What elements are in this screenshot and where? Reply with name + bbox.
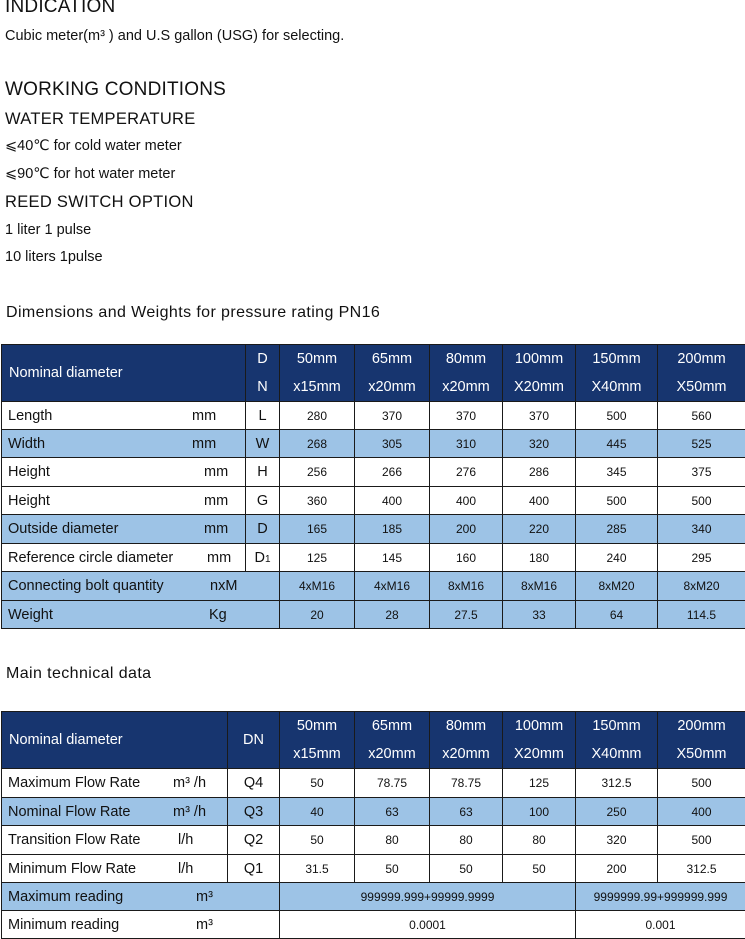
row-label: Weight: [8, 607, 53, 623]
table-cell: 200: [576, 855, 658, 883]
table-cell: 285: [576, 515, 658, 544]
row-unit: mm: [207, 550, 231, 566]
table-cell: 240: [576, 544, 658, 572]
row-unit: mm: [204, 521, 228, 537]
table-cell: 180: [503, 544, 576, 572]
row-unit: mm: [204, 464, 228, 480]
table-cell: 268: [280, 430, 355, 458]
table-cell: 31.5: [280, 855, 355, 883]
row-label-cell: [2, 826, 228, 855]
row-unit: l/h: [178, 832, 193, 848]
row-symbol: G: [246, 487, 280, 515]
row-unit: mm: [192, 436, 216, 452]
row-symbol: D: [246, 515, 280, 544]
reading-value-large-sizes: 0.001: [576, 911, 745, 939]
symbol-subscript: 1: [265, 554, 271, 565]
symbol-main: D: [254, 550, 264, 566]
table-row: [2, 572, 745, 601]
row-label: Nominal Flow Rate: [8, 804, 131, 820]
row-label-cell: [2, 769, 228, 798]
row-symbol: W: [246, 430, 280, 458]
table-cell: 280: [280, 402, 355, 430]
header-nominal-diameter: Nominal diameter: [2, 345, 246, 402]
size-bottom: x20mm: [355, 373, 429, 401]
table-cell: 78.75: [355, 769, 430, 798]
row-label-cell: [2, 601, 280, 629]
table-cell: 525: [658, 430, 745, 458]
row-unit: Kg: [209, 607, 227, 623]
row-label: Connecting bolt quantity: [8, 578, 164, 594]
dimensions-table: [1, 344, 745, 629]
table-row: [2, 430, 745, 458]
row-label: Maximum reading: [8, 889, 123, 905]
reed-switch-title: REED SWITCH OPTION: [5, 193, 194, 212]
table-cell: 400: [503, 487, 576, 515]
size-bottom: X50mm: [658, 373, 745, 401]
table-cell: 340: [658, 515, 745, 544]
table-cell: 8xM20: [576, 572, 658, 601]
row-label-cell: [2, 855, 228, 883]
row-symbol: Q2: [228, 826, 280, 855]
table-cell: 8xM16: [430, 572, 503, 601]
size-top: 50mm: [280, 345, 354, 373]
table-row: [2, 826, 745, 855]
size-bottom: x15mm: [280, 740, 354, 768]
table-cell: 310: [430, 430, 503, 458]
table-cell: 445: [576, 430, 658, 458]
header-dn: [246, 345, 280, 402]
header-size-2: [430, 345, 503, 402]
indication-title: INDICATION: [5, 0, 115, 18]
table-cell: 200: [430, 515, 503, 544]
table-cell: 63: [355, 798, 430, 826]
table-cell: 80: [503, 826, 576, 855]
cold-water-text: ⩽40℃ for cold water meter: [5, 138, 182, 154]
table-cell: 345: [576, 458, 658, 487]
size-top: 100mm: [503, 345, 575, 373]
table-cell: 370: [430, 402, 503, 430]
table-cell: 8xM16: [503, 572, 576, 601]
reading-value-small-sizes: 0.0001: [280, 911, 576, 939]
reading-value-large-sizes: 9999999.99+999999.999: [576, 883, 745, 911]
size-bottom: X50mm: [658, 740, 745, 768]
table-row: [2, 458, 745, 487]
table-cell: 8xM20: [658, 572, 745, 601]
table-row: [2, 911, 745, 939]
indication-text: Cubic meter(m³ ) and U.S gallon (USG) for selecting.: [5, 28, 344, 44]
header-size-1: [355, 712, 430, 769]
table-cell: 63: [430, 798, 503, 826]
technical-header-row: [2, 712, 745, 769]
table-cell: 312.5: [576, 769, 658, 798]
table-cell: 50: [280, 769, 355, 798]
table-cell: 28: [355, 601, 430, 629]
header-size-0: [280, 712, 355, 769]
row-unit: nxM: [210, 578, 237, 594]
row-label-cell: [2, 572, 280, 601]
table-cell: 400: [430, 487, 503, 515]
table-row: [2, 544, 745, 572]
header-size-3: [503, 712, 576, 769]
table-cell: 80: [430, 826, 503, 855]
header-size-4: [576, 712, 658, 769]
pulse-1-text: 1 liter 1 pulse: [5, 222, 91, 238]
table-row: [2, 487, 745, 515]
size-top: 80mm: [430, 345, 502, 373]
size-bottom: X40mm: [576, 373, 657, 401]
table-cell: 185: [355, 515, 430, 544]
row-unit: mm: [204, 493, 228, 509]
table-cell: 64: [576, 601, 658, 629]
row-symbol: Q1: [228, 855, 280, 883]
table-cell: 4xM16: [280, 572, 355, 601]
size-bottom: X20mm: [503, 373, 575, 401]
table-row: [2, 883, 745, 911]
header-nominal-diameter: Nominal diameter: [2, 712, 228, 769]
table-cell: 370: [355, 402, 430, 430]
row-label: Maximum Flow Rate: [8, 775, 140, 791]
size-bottom: X40mm: [576, 740, 657, 768]
size-bottom: x20mm: [355, 740, 429, 768]
header-size-5: [658, 712, 745, 769]
table-cell: 160: [430, 544, 503, 572]
header-size-1: [355, 345, 430, 402]
table-cell: 80: [355, 826, 430, 855]
size-top: 150mm: [576, 345, 657, 373]
table-row: [2, 402, 745, 430]
row-symbol: H: [246, 458, 280, 487]
size-top: 200mm: [658, 345, 745, 373]
row-symbol: Q4: [228, 769, 280, 798]
row-label: Outside diameter: [8, 521, 118, 537]
table-cell: 220: [503, 515, 576, 544]
table-cell: 50: [280, 826, 355, 855]
row-label: Height: [8, 493, 50, 509]
size-top: 65mm: [355, 345, 429, 373]
table-cell: 320: [503, 430, 576, 458]
header-size-3: [503, 345, 576, 402]
size-bottom: X20mm: [503, 740, 575, 768]
table-cell: 100: [503, 798, 576, 826]
dimensions-caption: Dimensions and Weights for pressure rating PN16: [6, 304, 380, 322]
hot-water-text: ⩽90℃ for hot water meter: [5, 166, 175, 182]
row-unit: mm: [192, 408, 216, 424]
row-label-cell: [2, 402, 246, 430]
table-cell: 370: [503, 402, 576, 430]
table-cell: 560: [658, 402, 745, 430]
row-label-cell: [2, 798, 228, 826]
table-cell: 276: [430, 458, 503, 487]
table-cell: 250: [576, 798, 658, 826]
header-size-5: [658, 345, 745, 402]
row-label: Minimum Flow Rate: [8, 861, 136, 877]
table-row: [2, 798, 745, 826]
row-label-cell: [2, 911, 280, 939]
header-size-0: [280, 345, 355, 402]
row-symbol: [246, 544, 280, 572]
row-symbol: L: [246, 402, 280, 430]
size-top: 80mm: [430, 712, 502, 740]
row-label-cell: [2, 458, 246, 487]
table-cell: 125: [503, 769, 576, 798]
size-top: 150mm: [576, 712, 657, 740]
header-dn: DN: [228, 712, 280, 769]
row-unit: m³: [196, 889, 213, 905]
row-label: Height: [8, 464, 50, 480]
table-cell: 33: [503, 601, 576, 629]
size-top: 200mm: [658, 712, 745, 740]
size-bottom: x20mm: [430, 373, 502, 401]
row-label-cell: [2, 430, 246, 458]
header-size-2: [430, 712, 503, 769]
row-label-cell: [2, 883, 280, 911]
table-row: [2, 601, 745, 629]
row-label-cell: [2, 487, 246, 515]
table-cell: 400: [355, 487, 430, 515]
pulse-10-text: 10 liters 1pulse: [5, 249, 103, 265]
table-cell: 125: [280, 544, 355, 572]
row-label-cell: [2, 515, 246, 544]
row-unit: l/h: [178, 861, 193, 877]
table-row: [2, 855, 745, 883]
table-cell: 20: [280, 601, 355, 629]
size-bottom: x20mm: [430, 740, 502, 768]
header-size-4: [576, 345, 658, 402]
table-cell: 165: [280, 515, 355, 544]
table-row: [2, 515, 745, 544]
table-cell: 500: [576, 487, 658, 515]
row-symbol: Q3: [228, 798, 280, 826]
row-label: Reference circle diameter: [8, 550, 173, 566]
table-cell: 295: [658, 544, 745, 572]
table-cell: 145: [355, 544, 430, 572]
table-cell: 286: [503, 458, 576, 487]
table-cell: 50: [503, 855, 576, 883]
row-label-cell: [2, 544, 246, 572]
row-unit: m³ /h: [173, 804, 206, 820]
table-row: [2, 769, 745, 798]
table-cell: 50: [430, 855, 503, 883]
row-label: Width: [8, 436, 45, 452]
table-cell: 500: [576, 402, 658, 430]
size-top: 65mm: [355, 712, 429, 740]
row-unit: m³ /h: [173, 775, 206, 791]
table-cell: 500: [658, 826, 745, 855]
header-dn-top: D: [246, 345, 279, 373]
table-cell: 320: [576, 826, 658, 855]
table-cell: 256: [280, 458, 355, 487]
reading-value-small-sizes: 999999.999+99999.9999: [280, 883, 576, 911]
header-dn-bottom: N: [246, 373, 279, 401]
technical-table: [1, 711, 745, 939]
table-cell: 500: [658, 769, 745, 798]
table-cell: 305: [355, 430, 430, 458]
water-temperature-title: WATER TEMPERATURE: [5, 110, 196, 129]
technical-caption: Main technical data: [6, 665, 151, 683]
table-cell: 40: [280, 798, 355, 826]
table-cell: 375: [658, 458, 745, 487]
row-label: Minimum reading: [8, 917, 119, 933]
table-cell: 50: [355, 855, 430, 883]
dimensions-header-row: [2, 345, 745, 402]
table-cell: 312.5: [658, 855, 745, 883]
table-cell: 400: [658, 798, 745, 826]
size-top: 50mm: [280, 712, 354, 740]
table-cell: 114.5: [658, 601, 745, 629]
table-cell: 500: [658, 487, 745, 515]
table-cell: 27.5: [430, 601, 503, 629]
size-bottom: x15mm: [280, 373, 354, 401]
table-cell: 4xM16: [355, 572, 430, 601]
row-label: Length: [8, 408, 52, 424]
row-unit: m³: [196, 917, 213, 933]
table-cell: 266: [355, 458, 430, 487]
table-cell: 78.75: [430, 769, 503, 798]
size-top: 100mm: [503, 712, 575, 740]
row-label: Transition Flow Rate: [8, 832, 140, 848]
working-conditions-title: WORKING CONDITIONS: [5, 79, 226, 101]
table-cell: 360: [280, 487, 355, 515]
